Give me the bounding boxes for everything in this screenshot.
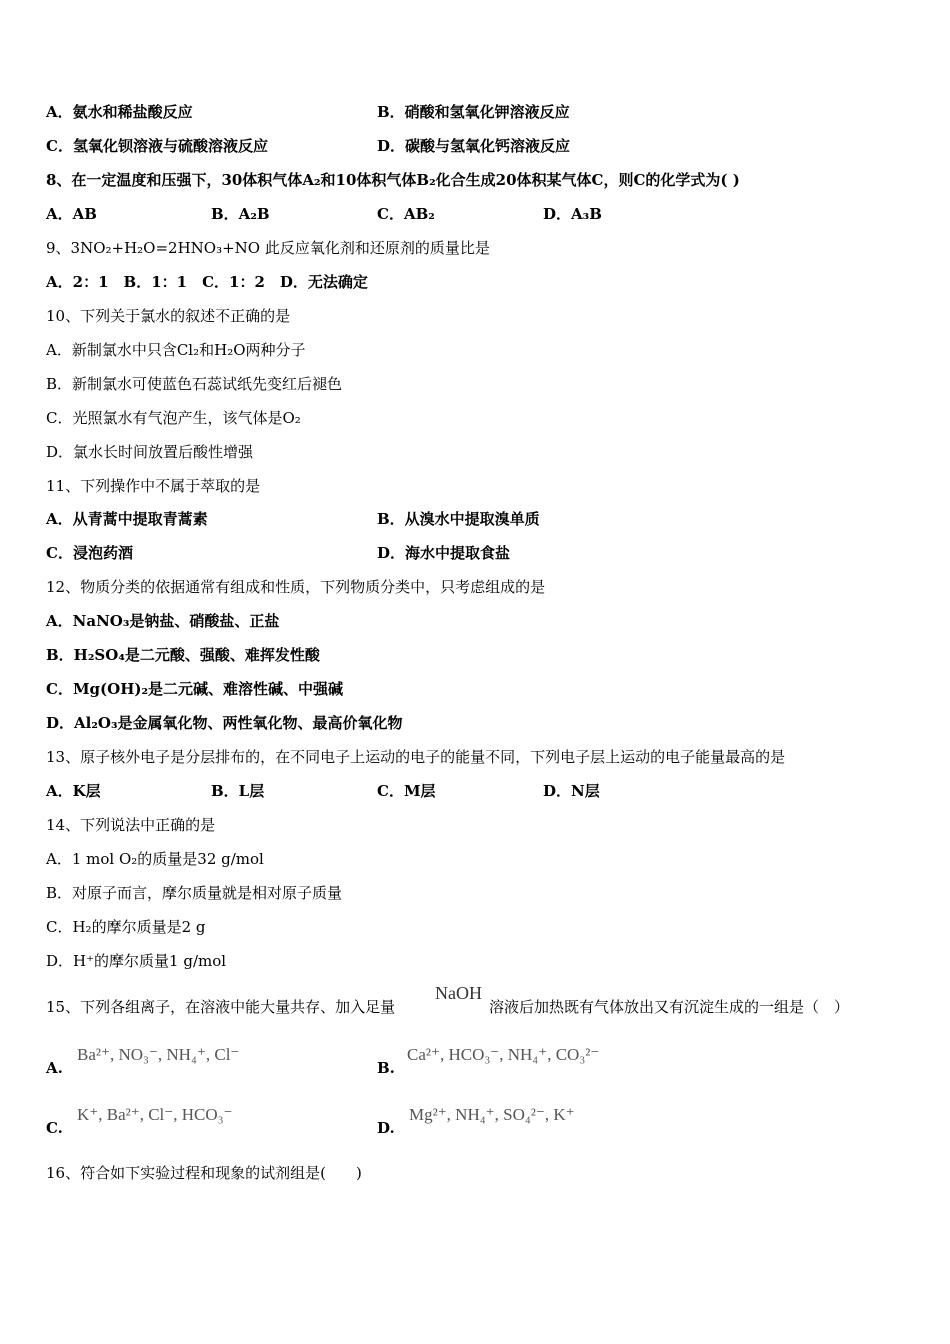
q8-option-c: C．AB₂: [377, 205, 435, 223]
q10-option-a: A．新制氯水中只含Cl₂和H₂O两种分子: [46, 341, 306, 359]
q8-option-d: D．A₃B: [543, 205, 602, 223]
q14-option-b: B．对原子而言，摩尔质量就是相对原子质量: [46, 884, 343, 902]
q11-option-a: A．从青蒿中提取青蒿素: [46, 510, 208, 528]
q9-stem: 9、3NO₂+H₂O=2HNO₃+NO 此反应氧化剂和还原剂的质量比是: [46, 239, 490, 257]
q15-stem-pre: 15、下列各组离子，在溶液中能大量共存、加入足量: [46, 998, 396, 1016]
q11-option-b: B．从溴水中提取溴单质: [377, 510, 540, 528]
q10-stem: 10、下列关于氯水的叙述不正确的是: [46, 307, 291, 325]
q14-stem: 14、下列说法中正确的是: [46, 816, 216, 834]
q13-option-c: C．M层: [377, 782, 436, 800]
q10-option-b: B．新制氯水可使蓝色石蕊试纸先变红后褪色: [46, 375, 343, 393]
q13-stem: 13、原子核外电子是分层排布的，在不同电子上运动的电子的能量不同，下列电子层上运动的电子能量最高的是: [46, 748, 786, 766]
q13-option-a: A．K层: [46, 782, 101, 800]
q11-option-d: D．海水中提取食盐: [377, 544, 511, 562]
q7-option-c: C．氢氧化钡溶液与硫酸溶液反应: [46, 137, 268, 155]
q11-stem: 11、下列操作中不属于萃取的是: [46, 477, 261, 495]
q15-label-d: D.: [377, 1119, 395, 1137]
q13-option-b: B．L层: [211, 782, 265, 800]
q7-option-b: B．硝酸和氢氧化钾溶液反应: [377, 103, 570, 121]
q7-option-d: D．碳酸与氢氧化钙溶液反应: [377, 137, 571, 155]
q12-option-c: C．Mg(OH)₂是二元碱、难溶性碱、中强碱: [46, 680, 344, 698]
q12-option-a: A．NaNO₃是钠盐、硝酸盐、正盐: [46, 612, 280, 630]
q7-option-a: A．氨水和稀盐酸反应: [46, 103, 193, 121]
q14-option-c: C．H₂的摩尔质量是2 g: [46, 918, 206, 936]
q14-option-d: D．H⁺的摩尔质量1 g/mol: [46, 952, 227, 970]
q12-stem: 12、物质分类的依据通常有组成和性质，下列物质分类中，只考虑组成的是: [46, 578, 546, 596]
q16-stem: 16、符合如下实验过程和现象的试剂组是( ): [46, 1164, 362, 1182]
q15-option-a: Ba²⁺, NO₃⁻, NH₄⁺, Cl⁻: [77, 1045, 240, 1064]
q15-option-c: K⁺, Ba²⁺, Cl⁻, HCO₃⁻: [77, 1105, 233, 1124]
q12-option-d: D．Al₂O₃是金属氧化物、两性氧化物、最高价氧化物: [46, 714, 403, 732]
q8-option-a: A．AB: [46, 205, 97, 223]
q15-stem-post: 溶液后加热既有气体放出又有沉淀生成的一组是（ ）: [489, 998, 850, 1016]
q11-option-c: C．浸泡药酒: [46, 544, 133, 562]
q15-label-a: A.: [46, 1059, 63, 1077]
q8-stem: 8、在一定温度和压强下，30体积气体A₂和10体积气体B₂化合生成20体积某气体C，则C的化学式为( ): [46, 171, 740, 189]
q10-option-c: C．光照氯水有气泡产生，该气体是O₂: [46, 409, 301, 427]
q9-options: A．2：1 B．1：1 C．1：2 D．无法确定: [46, 273, 368, 291]
q15-option-d: Mg²⁺, NH₄⁺, SO₄²⁻, K⁺: [409, 1105, 575, 1124]
q13-option-d: D．N层: [543, 782, 600, 800]
q10-option-d: D．氯水长时间放置后酸性增强: [46, 443, 254, 461]
q14-option-a: A．1 mol O₂的质量是32 g/mol: [46, 850, 264, 868]
q15-label-c: C.: [46, 1119, 63, 1137]
q12-option-b: B．H₂SO₄是二元酸、强酸、难挥发性酸: [46, 646, 320, 664]
q15-naoh: NaOH: [435, 983, 482, 1003]
q8-option-b: B．A₂B: [211, 205, 270, 223]
q15-label-b: B.: [377, 1059, 395, 1077]
q15-option-b: Ca²⁺, HCO₃⁻, NH₄⁺, CO₃²⁻: [407, 1045, 600, 1064]
